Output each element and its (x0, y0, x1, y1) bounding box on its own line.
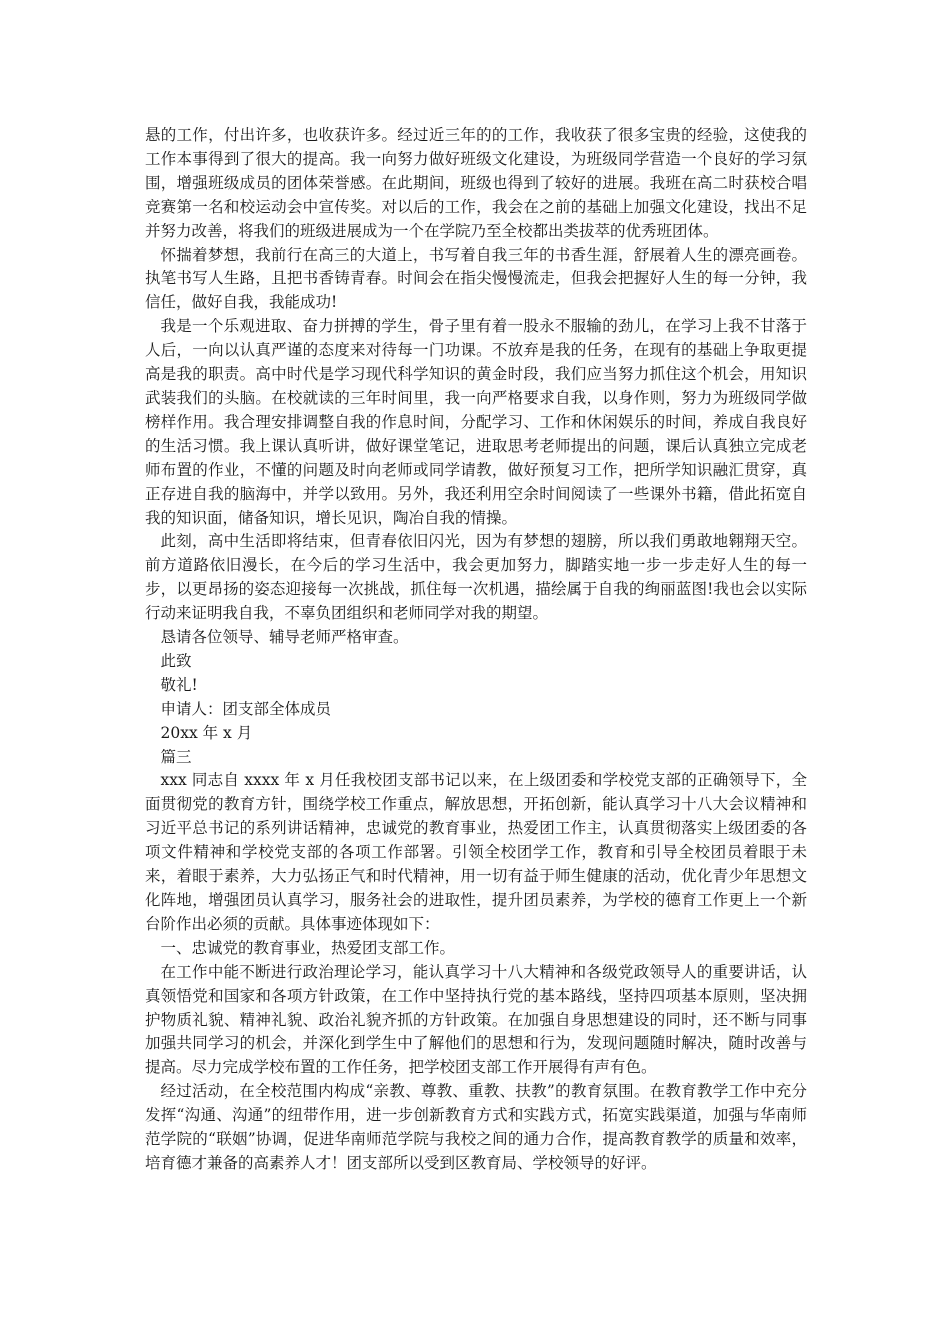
paragraph-future: 此刻，高中生活即将结束，但青春依旧闪光，因为有梦想的翅膀，所以我们勇敢地翱翔天空。前方道路依旧漫长，在今后的学习生活中，我会更加努力，脚踏实地一步一步走好人生的每一步，以更昂扬的姿态迎接每一次挑战，抓住每一次机遇，描绘属于自我的绚丽蓝图!我也会以实际行动来证明我自我，不辜负团组织和老师同学对我的期望。 (145, 532, 807, 623)
paragraph-class-work: 悬的工作，付出许多，也收获许多。经过近三年的的工作，我收获了很多宝贵的经验，这使我的工作本事得到了很大的提高。我一向努力做好班级文化建设，为班级同学营造一个良好的学习氛围，增强班级成员的团体荣誉感。在此期间，班级也得到了较好的进展。我班在高二时获校合唱竞赛第一名和校运动会中宣传奖。对以后的工作，我会在之前的基础上加强文化建设，找出不足并努力改善，将我们的班级进展成为一个在学院乃至全校都出类拔萃的优秀班团体。 (145, 126, 807, 240)
section-heading-part-three: 篇三 (160, 747, 192, 766)
paragraph-study: 我是一个乐观进取、奋力拼搏的学生，骨子里有着一股永不服输的劲儿，在学习上我不甘落于人后，一向以认真严谨的态度来对待每一门功课。不放弃是我的任务，在现有的基础上争取更提高是我的职责。高中时代是学习现代科学知识的黄金时段，我们应当努力抓住这个机会，用知识武装我们的头脑。在校就读的三年时间里，我一向严格要求自我，以身作则，努力为班级同学做榜样作用。我合理安排调整自我的作息时间，分配学习、工作和休闲娱乐的时间，养成自我良好的生活习惯。我上课认真听讲，做好课堂笔记，进取思考老师提出的问题，课后认真独立完成老师布置的作业，不懂的问题及时向老师或同学请教，做好预复习工作，把所学知识融汇贯穿，真正存进自我的脑海中，并学以致用。另外，我还利用空余时间阅读了一些课外书籍，借此拓宽自我的知识面，储备知识，增长见识，陶冶自我的情操。 (145, 317, 807, 527)
applicant-line: 申请人：团支部全体成员 (160, 699, 332, 718)
paragraph-dream: 怀揣着梦想，我前行在高三的大道上，书写着自我三年的书香生涯，舒展着人生的漂亮画卷。执笔书写人生路，且把书香铸青春。时间会在指尖慢慢流走，但我会把握好人生的每一分钟，我信任，做好自我，我能成功! (145, 245, 807, 312)
paragraph-political-study: 在工作中能不断进行政治理论学习，能认真学习十八大精神和各级党政领导人的重要讲话，认真领悟党和国家和各项方针政策，在工作中坚持执行党的基本路线，坚持四项基本原则，坚决拥护物质礼貌、精神礼貌、政治礼貌齐抓的方针政策。在加强自身思想建设的同时，还不断与同事加强共同学习的机会，并深化到学生中了解他们的思想和行为，发现问题随时解决，随时改善与提高。尽力完成学校布置的工作任务，把学校团支部工作开展得有声有色。 (145, 962, 807, 1077)
paragraph-secretary-intro: xxx 同志自 xxxx 年 x 月任我校团支部书记以来，在上级团委和学校党支部的正确领导下，全面贯彻党的教育方针，围绕学校工作重点，解放思想，开拓创新，能认真学习十八大会议精神和习近平总书记的系列讲话精神，忠诚党的教育事业，热爱团工作主，认真贯彻落实上级团委的各项文件精神和学校党支部的各项工作部署。引领全校团学工作，教育和引导全校团员着眼于未来，着眼于素养，大力弘扬正气和时代精神，用一切有益于师生健康的活动，优化青少年思想文化阵地，增强团员认真学习，服务社会的进取性，提升团员素养，为学校的德育工作更上一个新台阶作出必须的贡献。具体事迹体现如下： (145, 771, 807, 933)
paragraph-request-review: 恳请各位领导、辅导老师严格审查。 (160, 628, 409, 647)
subheading-loyalty: 一、忠诚党的教育事业，热爱团支部工作。 (160, 938, 456, 957)
date-line: 20xx 年 x 月 (160, 723, 253, 742)
paragraph-activities: 经过活动，在全校范围内构成“亲教、尊教、重教、扶教”的教育氛围。在教育教学工作中充分发挥“沟通、沟通”的纽带作用，进一步创新教育方式和实践方式，拓宽实践渠道，加强与华南师范学院的“联姻”协调，促进华南师范学院与我校之间的通力合作，提高教育教学的质量和效率，培育德才兼备的高素养人才！团支部所以受到区教育局、学校领导的好评。 (145, 1082, 807, 1172)
closing-salutation: 此致 (160, 651, 192, 670)
closing-regards: 敬礼! (160, 675, 198, 694)
document-body (145, 124, 807, 1176)
